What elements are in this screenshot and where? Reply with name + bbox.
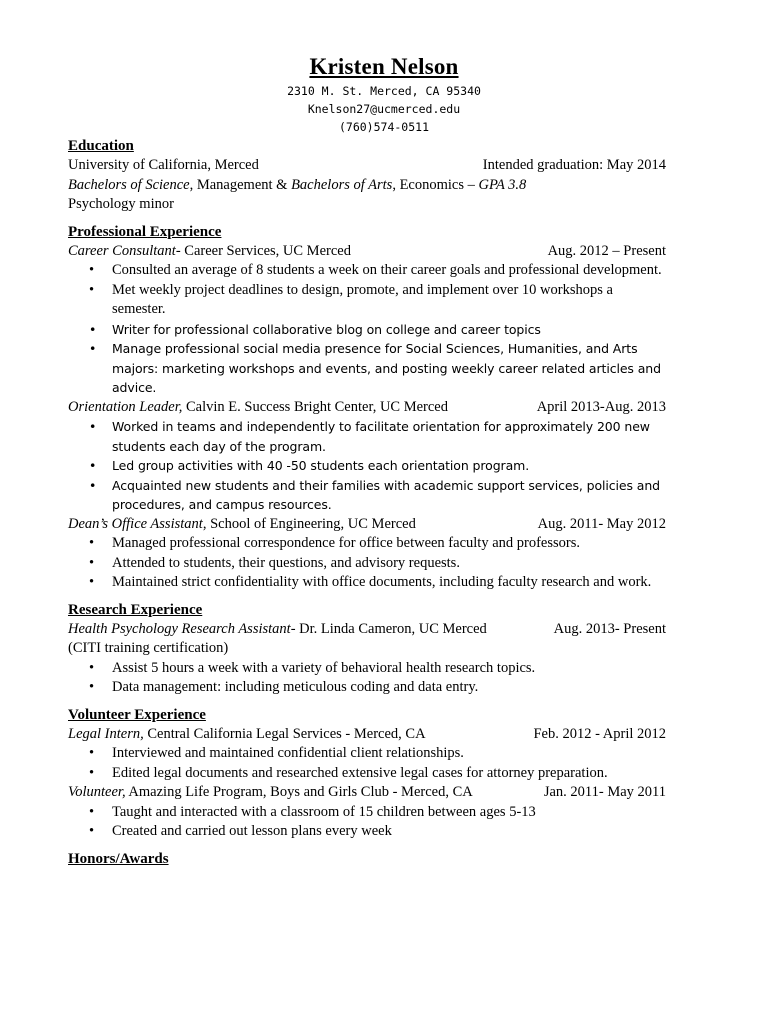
job-header (68, 725, 666, 745)
job-role: Legal Intern, (68, 725, 144, 742)
job-dates: Feb. 2012 - April 2012 (533, 725, 666, 742)
job-role: Orientation Leader, (68, 398, 183, 415)
gpa: GPA 3.8 (478, 176, 527, 193)
bullet-item: • Managed professional correspondence for office between faculty and professors. (112, 534, 666, 554)
resume-body (68, 136, 666, 869)
job-org: Amazing Life Program, Boys and Girls Club - Merced, CA (125, 784, 473, 800)
bullet-item: • Edited legal documents and researched extensive legal cases for attorney preparation. (112, 764, 666, 784)
degree-mid: , Management & (189, 176, 292, 193)
bullet-item: • Interviewed and maintained confidential client relationships. (112, 744, 666, 764)
candidate-name: Kristen Nelson (309, 54, 459, 79)
graduation-date: Intended graduation: May 2014 (482, 157, 666, 173)
job-role: Health Psychology Research Assistant (68, 620, 291, 637)
job-header (68, 515, 666, 535)
job-org: - Dr. Linda Cameron, UC Merced (290, 620, 487, 637)
professional-heading: Professional Experience (68, 223, 222, 240)
email: Knelson27@ucmerced.edu (307, 102, 461, 116)
minor: Psychology minor (68, 196, 174, 212)
job-bullets (68, 659, 666, 698)
bullet-item: • Consulted an average of 8 students a week on their career goals and professional development. (112, 261, 666, 281)
job-bullets (68, 744, 666, 783)
bullet-item: • Data management: including meticulous coding and data entry. (112, 678, 666, 698)
job-header (68, 783, 666, 803)
degree-end: , Economics – (392, 176, 479, 193)
education-heading: Education (68, 138, 134, 154)
research-heading: Research Experience (68, 601, 203, 618)
job-dates: Aug. 2011- May 2012 (537, 515, 666, 532)
bullet-item: • Taught and interacted with a classroom of 15 children between ages 5-13 (112, 803, 666, 823)
address: 2310 M. St. Merced, CA 95340 (287, 84, 481, 98)
job-dates: Aug. 2013- Present (553, 620, 666, 637)
job-bullets (68, 417, 666, 515)
school-name: University of California, Merced (68, 157, 259, 173)
job-role: Volunteer, (68, 784, 126, 800)
job-org: , School of Engineering, UC Merced (202, 515, 416, 532)
job-org: Calvin E. Success Bright Center, UC Merced (182, 398, 448, 415)
degree-ba: Bachelors of Arts (291, 176, 393, 193)
job-bullets (68, 803, 666, 842)
job-dates: Aug. 2012 – Present (547, 242, 666, 259)
resume-header (0, 0, 768, 136)
job-role: Dean’s Office Assistant (68, 515, 203, 532)
bullet-item: • Created and carried out lesson plans every week (112, 822, 666, 842)
bullet-item: • Writer for professional collaborative blog on college and career topics (112, 320, 666, 340)
job-bullets (68, 261, 666, 398)
bullet-item: • Worked in teams and independently to facilitate orientation for approximately 200 new students each day of the program. (112, 417, 666, 456)
job-bullets (68, 534, 666, 593)
certification-note: (CITI training certification) (68, 640, 229, 656)
degree-bs: Bachelors of Science (68, 176, 190, 193)
degree-line (68, 176, 666, 196)
education-school-line (68, 156, 666, 176)
job-dates: Jan. 2011- May 2011 (543, 784, 666, 800)
job-role: Career Consultant (68, 242, 176, 259)
honors-heading: Honors/Awards (68, 850, 169, 867)
job-header (68, 620, 666, 640)
phone: (760)574-0511 (338, 120, 429, 134)
job-header (68, 242, 666, 262)
bullet-item: • Led group activities with 40 -50 students each orientation program. (112, 456, 666, 476)
bullet-item: • Acquainted new students and their families with academic support services, policies and procedures, and campus resources. (112, 476, 666, 515)
bullet-item: • Assist 5 hours a week with a variety of behavioral health research topics. (112, 659, 666, 679)
bullet-item: • Maintained strict confidentiality with office documents, including faculty research and work. (112, 573, 666, 593)
bullet-item: • Met weekly project deadlines to design, promote, and implement over 10 workshops a semester. (112, 281, 666, 320)
volunteer-heading: Volunteer Experience (68, 706, 206, 723)
job-header (68, 398, 666, 418)
bullet-item: • Manage professional social media presence for Social Sciences, Humanities, and Arts majors: marketing workshops and events, and posting weekly career related articles and advice. (112, 339, 666, 398)
job-dates: April 2013-Aug. 2013 (536, 398, 666, 415)
job-org: Central California Legal Services - Merced, CA (143, 725, 426, 742)
job-org: - Career Services, UC Merced (175, 242, 351, 259)
bullet-item: • Attended to students, their questions, and advisory requests. (112, 554, 666, 574)
